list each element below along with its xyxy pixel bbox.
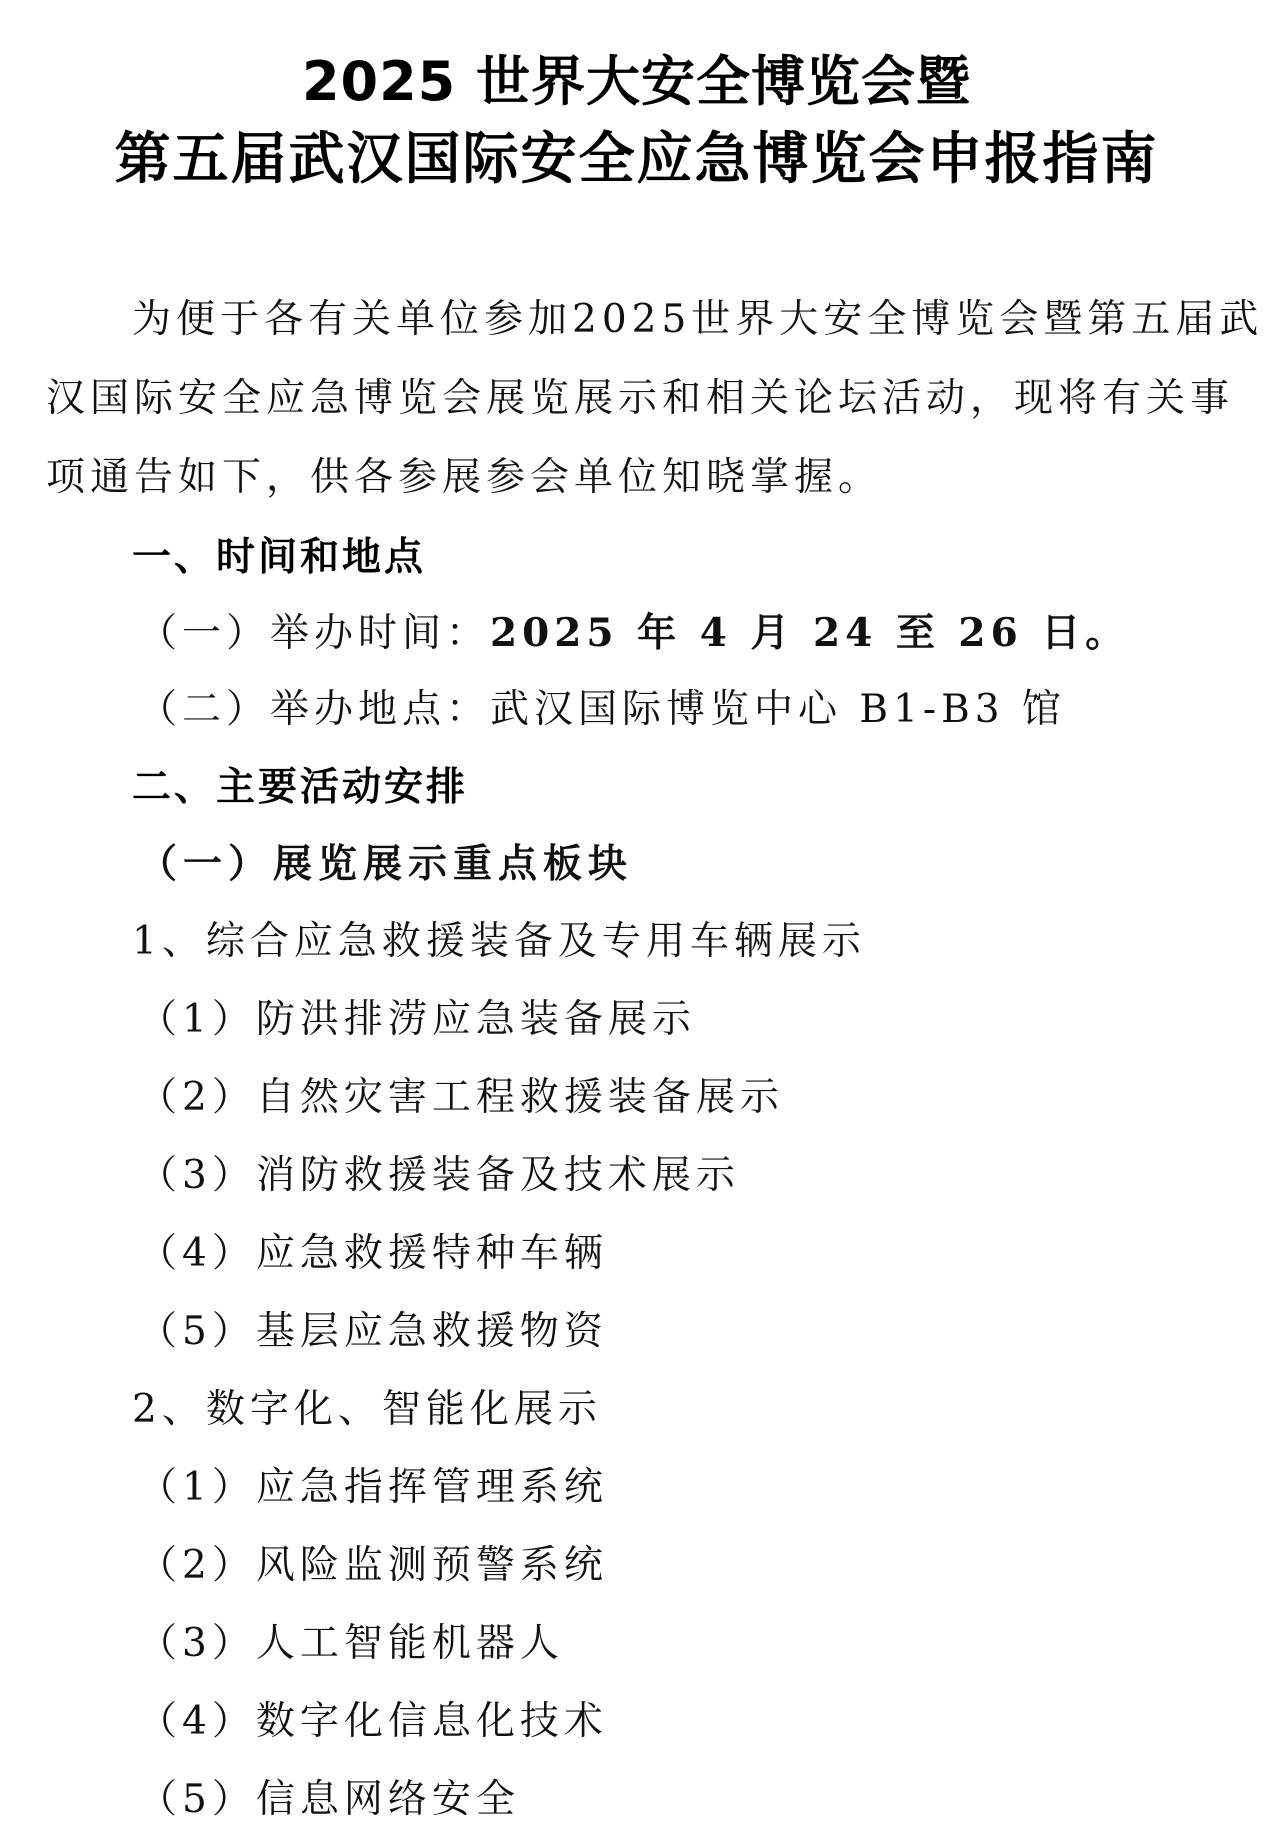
event-time-label: （一）举办时间：: [138, 611, 491, 656]
list-item: （5）基层应急救援物资: [138, 1309, 608, 1354]
subsection-heading-exhibition: （一）展览展示重点板块: [138, 841, 634, 887]
event-time-value: 2025 年 4 月 24 至 26 日。: [490, 610, 1130, 656]
list-item: （1）应急指挥管理系统: [138, 1465, 608, 1510]
document-title-line-1: 2025 世界大安全博览会暨: [301, 50, 972, 113]
list-item: （2）自然灾害工程救援装备展示: [138, 1075, 784, 1120]
document-title-line-2: 第五届武汉国际安全应急博览会申报指南: [114, 127, 1159, 192]
list-item: （2）风险监测预警系统: [138, 1543, 608, 1588]
list-item: （3）人工智能机器人: [138, 1621, 564, 1666]
category-title-rescue-equipment: 1、综合应急救援装备及专用车辆展示: [132, 919, 866, 964]
event-place-line: [138, 682, 1066, 738]
list-item: （4）应急救援特种车辆: [138, 1231, 608, 1276]
event-time-line: [138, 605, 1129, 662]
list-item: （4）数字化信息化技术: [138, 1699, 608, 1744]
section-heading-activities: 二、主要活动安排: [132, 765, 469, 810]
list-item: （1）防洪排涝应急装备展示: [138, 997, 696, 1042]
section-heading-time-place: 一、时间和地点: [132, 535, 427, 580]
list-item: （3）消防救援装备及技术展示: [138, 1153, 740, 1198]
list-item: （5）信息网络安全: [138, 1777, 520, 1822]
intro-paragraph-line-2: 汉国际安全应急博览会展览展示和相关论坛活动，现将有关事: [46, 376, 1235, 421]
category-title-digital-intelligent: 2、数字化、智能化展示: [132, 1387, 602, 1432]
event-place-value: 武汉国际博览中心 B1-B3 馆: [490, 687, 1066, 732]
intro-paragraph-line-3: 项通告如下，供各参展参会单位知晓掌握。: [46, 455, 883, 500]
intro-paragraph-line-1: 为便于各有关单位参加2025世界大安全博览会暨第五届武: [132, 297, 1264, 342]
event-place-label: （二）举办地点：: [138, 687, 491, 732]
